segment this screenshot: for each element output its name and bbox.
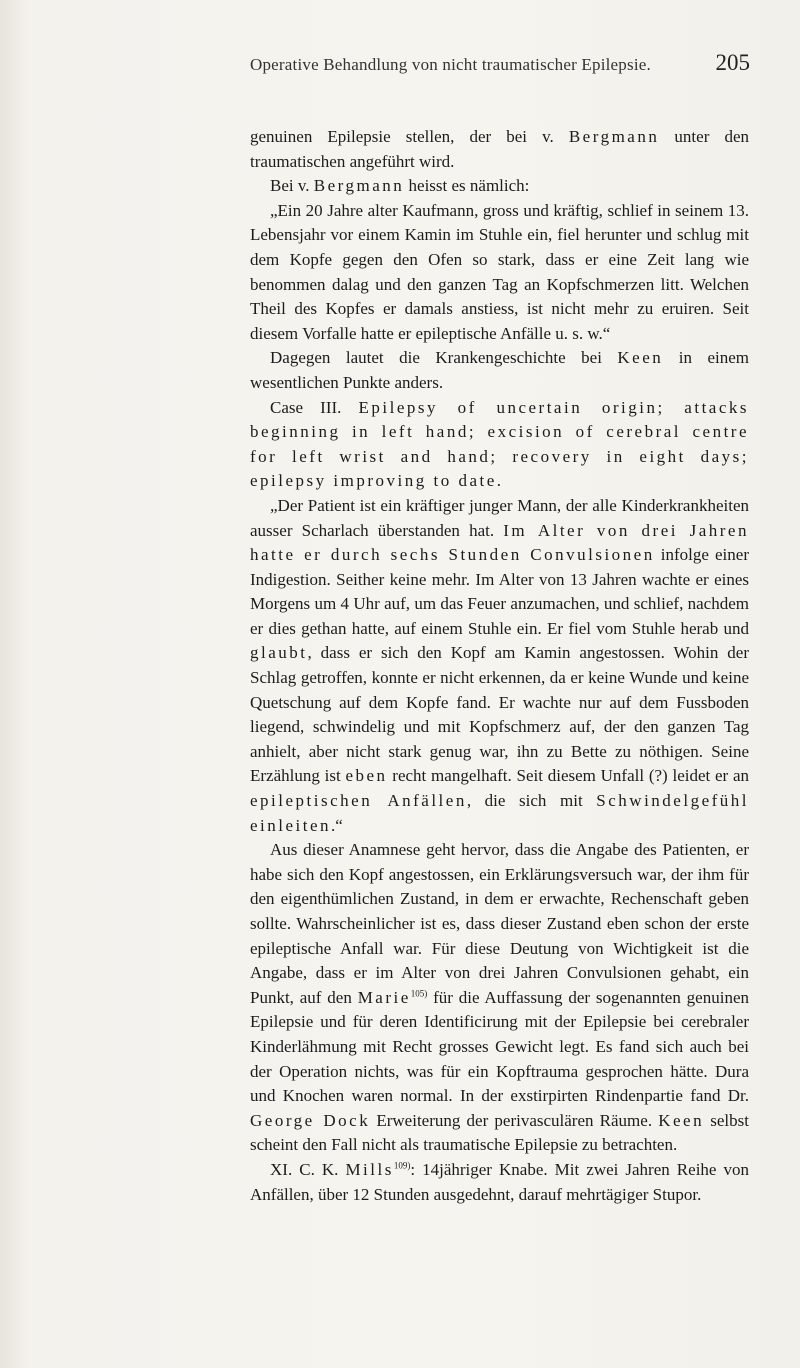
text-segment: , dass er sich den Kopf am Kamin angestossen. Wohin der Schlag getroffen, konnte er nicht erkennen, da er keine Wunde und keine Quetschung auf dem Kopfe fand. Er wachte nur auf dem Fussboden liegend, schwindelig und mit Kopfschmerz auf, der den ganzen Tag anhielt, aber nicht stark genug war, ihn zu Bette zu nöthigen. Seine Erzählung ist [250, 643, 749, 786]
paragraph [250, 396, 749, 494]
text-segment: : 14jähriger Knabe. Mit zwei Jahren Reihe von Anfällen, über 12 Stunden ausgedehnt, darauf mehrtägiger Stupor. [250, 1159, 750, 1204]
paragraph [250, 838, 749, 1158]
page-number: 205 [715, 50, 750, 75]
spaced-text: Im Alter von drei Jahren hatte er durch sechs Stunden Convulsionen [250, 520, 749, 565]
text-segment: „Der Patient ist ein kräftiger junger Mann, der alle Kinderkrankheiten ausser Scharlach überstanden hat. [250, 495, 749, 540]
paragraph [250, 125, 749, 174]
text-segment: Case III. [270, 397, 359, 417]
spaced-text: glaubt [250, 643, 308, 663]
text-segment: infolge einer Indigestion. Seither keine mehr. Im Alter von 13 Jahren wachte er eines Morgens um 4 Uhr auf, um das Feuer anzumachen, und schlief, nachdem er dies gethan hatte, auf einem Stuhle ein. Er fiel vom Stuhle herab und [250, 545, 749, 638]
paragraph [250, 199, 749, 347]
paragraph [250, 346, 749, 395]
text-segment: .“ [331, 815, 343, 835]
spaced-text: Marie [357, 987, 411, 1007]
paragraph [250, 1158, 749, 1207]
text-segment: Aus dieser Anamnese geht hervor, dass die Angabe des Patienten, er habe sich den Kopf angestossen, ein Erklärungsversuch war, der ihm für den eigenthümlichen Zustand, in dem er erwachte, Rechenschaft geben sollte. Wahrscheinlicher ist es, dass dieser Zustand eben schon der erste epileptische Anfall war. Für diese Deutung von Wichtigkeit ist die Angabe, dass er im Alter von drei Jahren Convulsionen gehabt, ein Punkt, auf den [250, 840, 749, 1007]
spaced-text: Keen [617, 348, 664, 368]
spaced-text: Epilepsy of uncertain origin; attacks beginning in left hand; excision of cerebral centre for left wrist and hand; recovery in eight days; epilepsy improving to date. [250, 397, 749, 491]
spaced-text: Schwindelgefühl einleiten [250, 791, 749, 835]
body-text [250, 125, 749, 1207]
text-segment: in einem wesentlichen Punkte anders. [250, 348, 750, 392]
paragraph [250, 494, 749, 838]
running-title: Operative Behandlung von nicht traumatischer Epilepsie. [250, 55, 651, 74]
text-segment: recht mangelhaft. Seit diesem Unfall (?) leidet er an [387, 766, 749, 786]
text-segment: genuinen Epilepsie stellen, der bei v. [250, 127, 569, 146]
spaced-text: Bergmann [313, 176, 405, 196]
text-segment: selbst scheint den Fall nicht als traumatische Epilepsie zu betrachten. [250, 1110, 749, 1155]
page-header [250, 50, 750, 76]
spaced-text: Bergmann [568, 127, 660, 146]
text-segment: „Ein 20 Jahre alter Kaufmann, gross und kräftig, schlief in seinem 13. Lebensjahr vor einem Kamin im Stuhle ein, fiel herunter und schlug mit dem Kopfe gegen den Ofen so stark, dass er eine Zeit lang wie benommen dalag und den ganzen Tag an Kopfschmerzen litt. Welchen Theil des Kopfes er damals anstiess, ist nicht mehr zu eruiren. Seit diesem Vorfalle hatte er epileptische Anfälle u. s. w.“ [250, 200, 749, 343]
text-segment: unter den traumatischen angeführt wird. [250, 127, 749, 171]
footnote-reference: 105) [410, 988, 428, 999]
footnote-reference: 109) [393, 1160, 411, 1171]
text-segment: Dagegen lautet die Krankengeschichte bei [270, 348, 618, 368]
text-segment: Bei v. [270, 176, 314, 196]
spaced-text: epileptischen Anfällen [250, 791, 467, 811]
text-segment: , die sich mit [466, 791, 597, 811]
spaced-text: Keen [658, 1110, 705, 1130]
text-segment: Erweiterung der perivasculären Räume. [370, 1110, 659, 1130]
paragraph [250, 174, 749, 199]
text-segment: heisst es nämlich: [404, 176, 530, 196]
spaced-text: George Dock [250, 1110, 371, 1130]
spaced-text: Mills [345, 1159, 394, 1179]
text-segment: für die Auffassung der sogenannten genuinen Epilepsie und für deren Identificirung mit der Epilepsie bei cerebraler Kinderlähmung mit Recht grosses Gewicht legt. Es fand sich auch bei der Operation nichts, was für ein Kopftrauma gesprochen hätte. Dura und Knochen waren normal. In der exstirpirten Rindenpartie fand Dr. [250, 987, 749, 1106]
text-segment: XI. C. K. [270, 1159, 346, 1179]
spaced-text: eben [345, 766, 388, 786]
